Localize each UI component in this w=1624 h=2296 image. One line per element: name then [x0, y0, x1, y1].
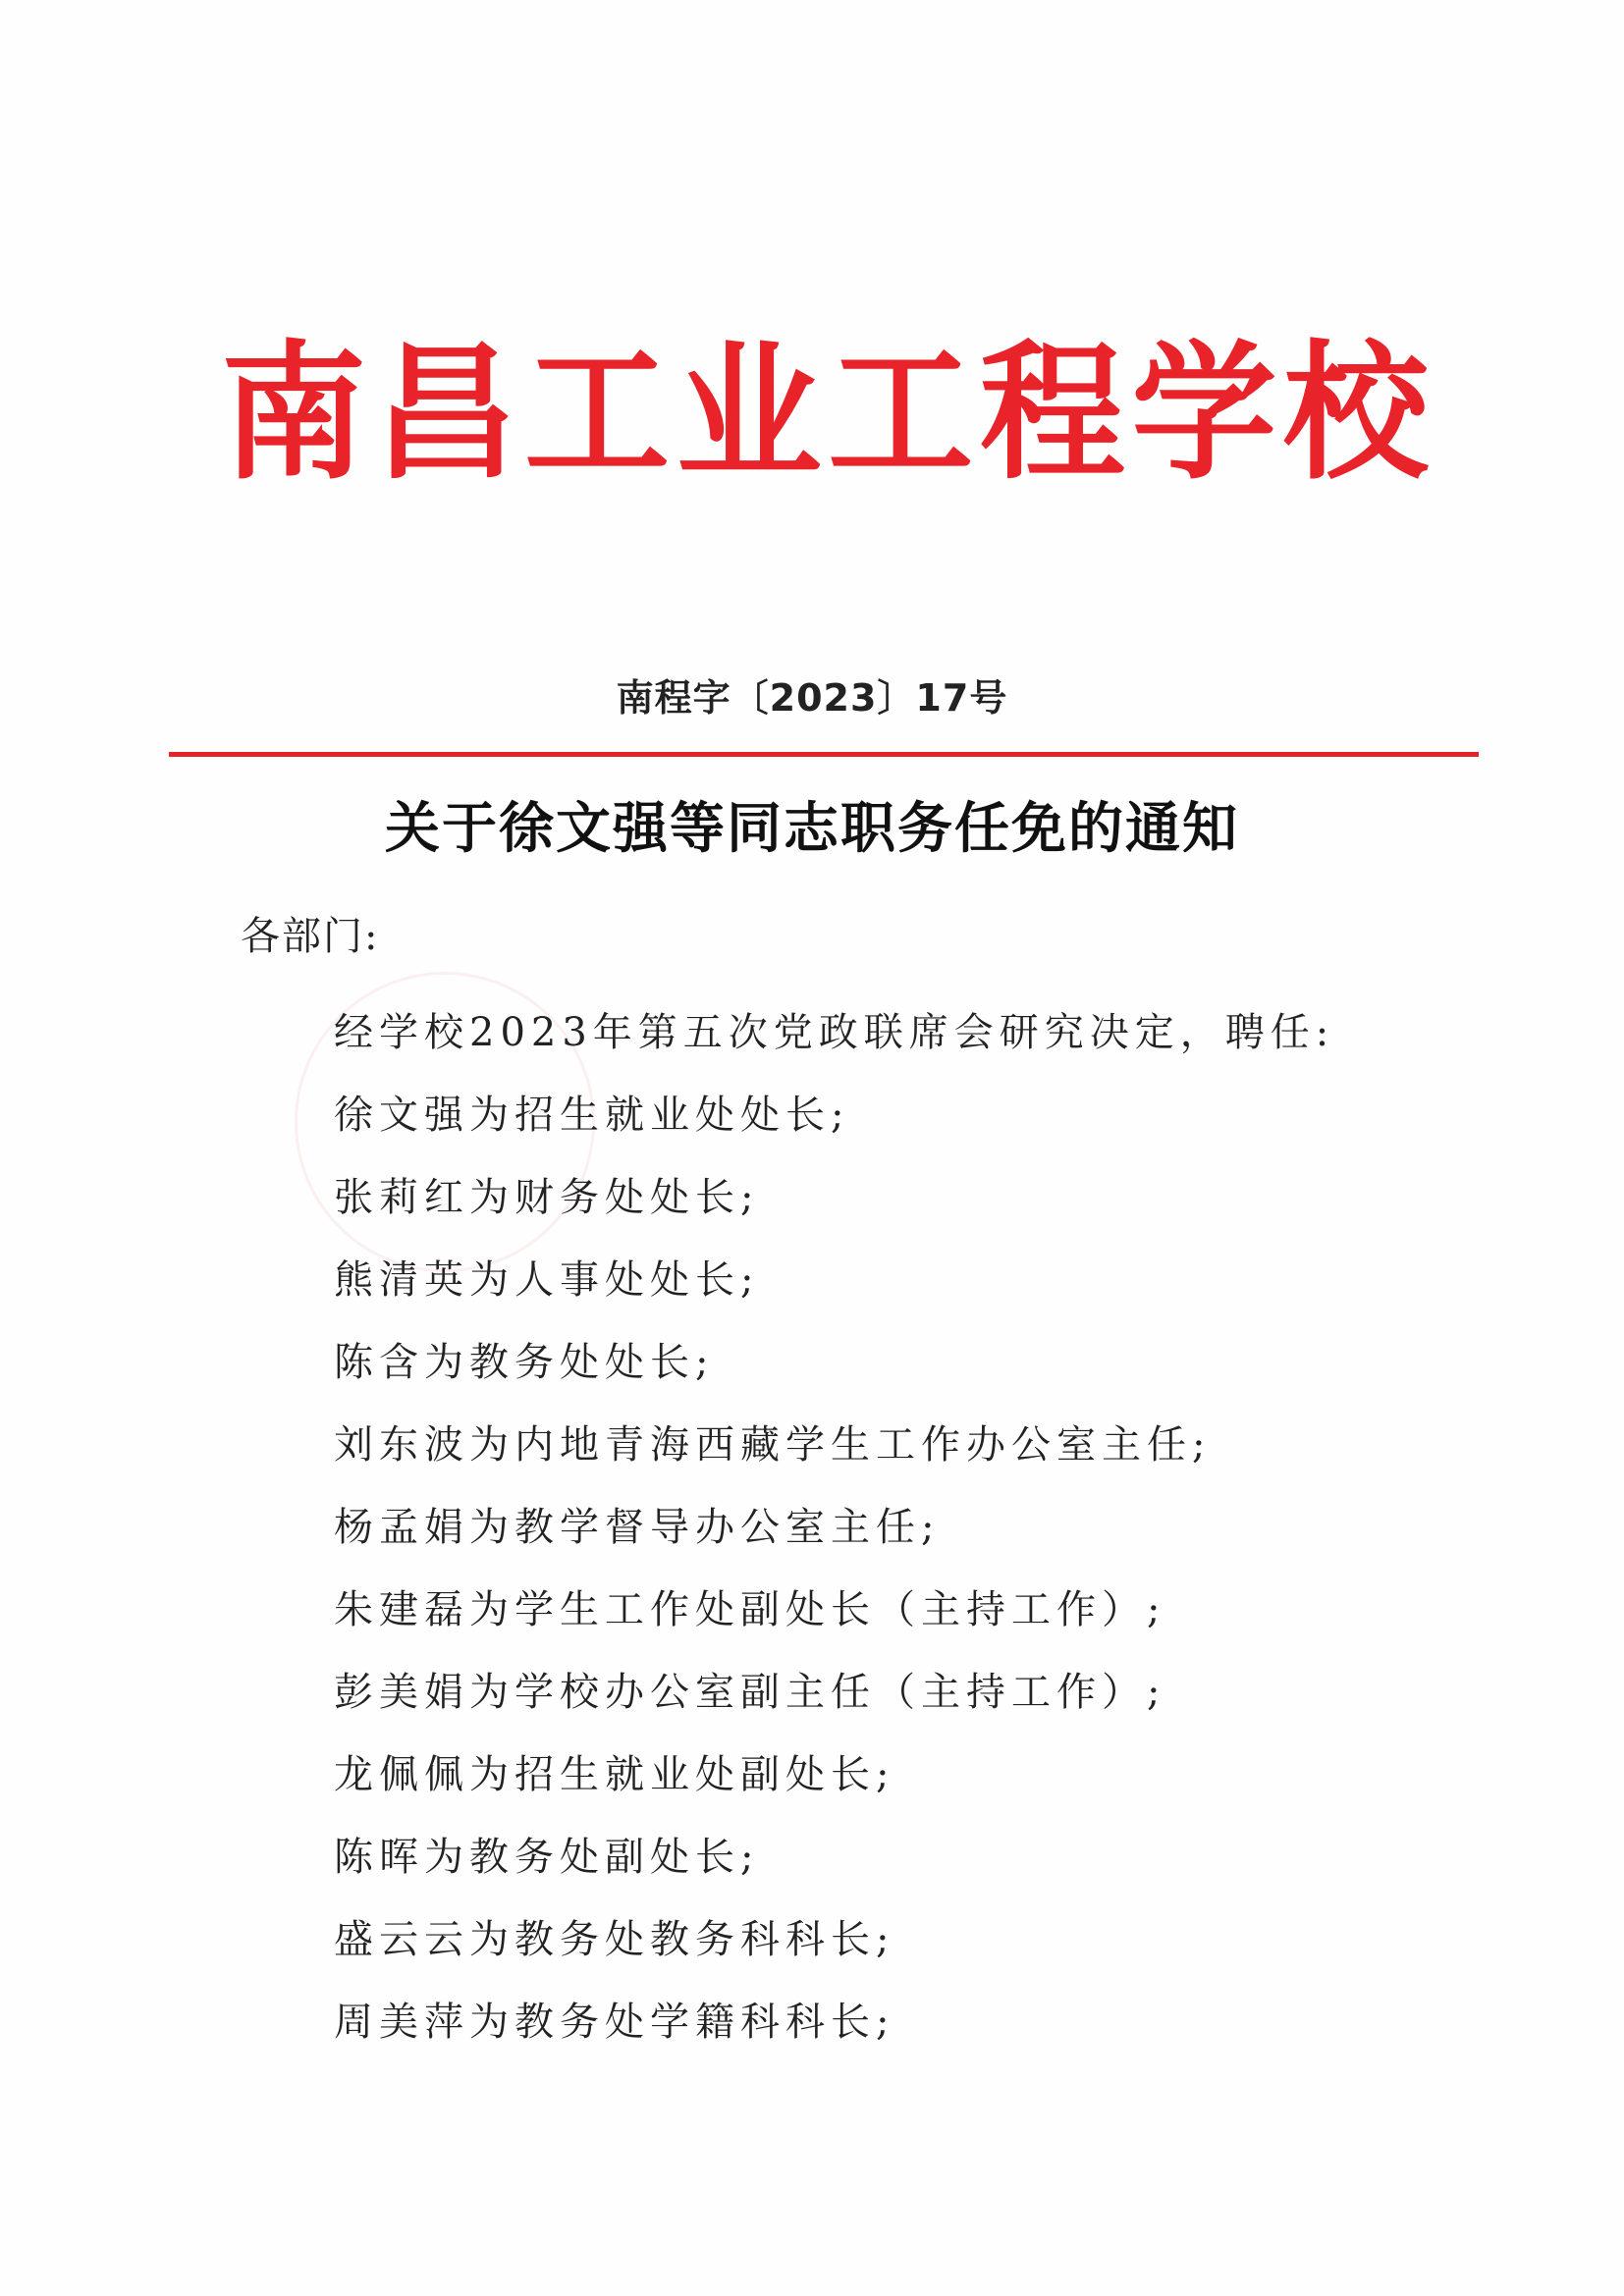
body-text	[334, 991, 1512, 2063]
body-line: 陈晖为教务处副处长;	[334, 1835, 760, 1880]
body-line: 彭美娟为学校办公室副主任（主持工作）;	[334, 1670, 1166, 1715]
body-line: 徐文强为招生就业处处长;	[334, 1093, 850, 1138]
masthead-char: 工	[828, 325, 974, 500]
masthead-char: 业	[676, 325, 822, 500]
salutation: 各部门:	[241, 914, 380, 959]
masthead-char: 学	[1131, 325, 1277, 500]
body-line: 熊清英为人事处处长;	[334, 1257, 760, 1303]
body-line: 周美萍为教务处学籍科科长;	[334, 2000, 895, 2045]
body-line: 陈含为教务处处长;	[334, 1340, 715, 1385]
red-divider	[169, 752, 1479, 757]
document-title: 关于徐文强等同志职务任免的通知	[385, 797, 1239, 861]
body-line: 龙佩佩为招生就业处副处长;	[334, 1752, 895, 1797]
document-number: 南程字〔2023〕17号	[616, 676, 1008, 720]
masthead-char: 程	[979, 325, 1125, 500]
body-line: 张莉红为财务处处长;	[334, 1175, 760, 1220]
masthead-char: 昌	[372, 325, 518, 500]
masthead-char: 工	[524, 325, 671, 500]
body-line: 盛云云为教务处教务科科长;	[334, 1917, 895, 1962]
body-line: 朱建磊为学生工作处副处长（主持工作）;	[334, 1587, 1166, 1632]
body-line: 刘东波为内地青海西藏学生工作办公室主任;	[334, 1422, 1212, 1468]
body-line: 经学校2023年第五次党政联席会研究决定，聘任:	[334, 1010, 1335, 1055]
masthead-char: 校	[1282, 325, 1429, 500]
body-line: 杨孟娟为教学督导办公室主任;	[334, 1505, 941, 1550]
school-masthead	[221, 324, 1429, 501]
masthead-char: 南	[221, 325, 366, 500]
